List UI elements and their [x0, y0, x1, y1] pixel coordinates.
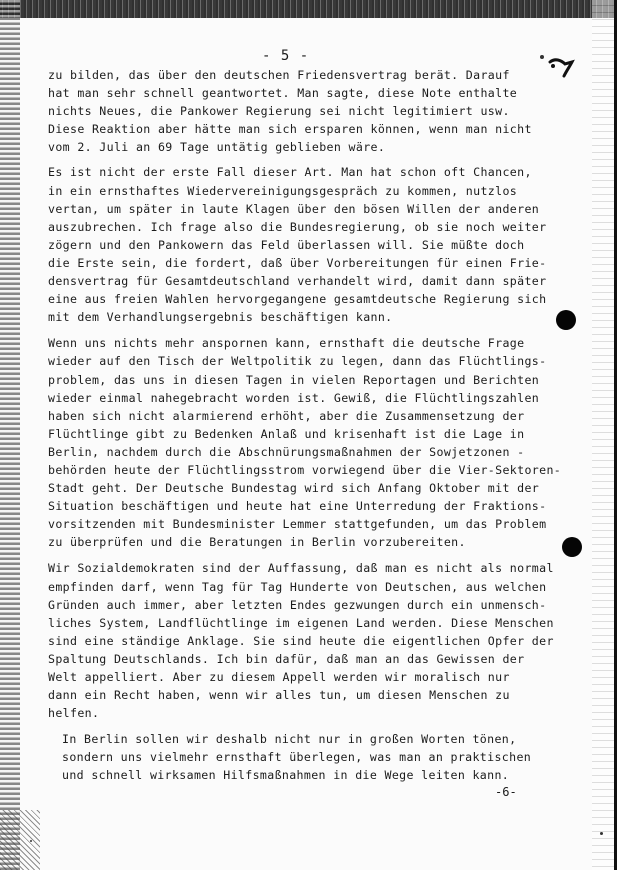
- punch-hole: [562, 537, 582, 557]
- text-line: dann ein Recht haben, wenn wir alles tun, um diesen Menschen zu: [48, 688, 510, 703]
- text-line: Welt appelliert. Aber zu diesem Appell werden wir moralisch nur: [48, 670, 510, 684]
- text-line: zu bilden, das über den deutschen Friedensvertrag berät. Darauf: [48, 68, 510, 82]
- text-line: mit dem Verhandlungsergebnis beschäftigen kann.: [48, 310, 393, 325]
- text-line: wieder einmal nahegebracht worden ist. Gewiß, die Flüchtlingszahlen: [48, 390, 540, 405]
- scan-noise: [0, 810, 40, 870]
- ink-speck: [600, 832, 603, 835]
- text-line: in ein ernsthaftes Wiedervereinigungsgespräch zu kommen, nutzlos: [48, 183, 518, 198]
- body-text: [48, 63, 573, 785]
- text-line: sondern uns vielmehr ernsthaft überlegen, was man an praktischen: [62, 750, 532, 765]
- scan-edge-right: [592, 0, 614, 870]
- text-line: Berlin, nachdem durch die Abschnürungsmaßnahmen der Sowjetzonen -: [48, 444, 525, 459]
- text-line: sind eine ständige Anklage. Sie sind heute die eigentlichen Opfer der: [48, 633, 554, 648]
- text-line: nichts Neues, die Pankower Regierung sei nicht legitimiert usw.: [48, 104, 510, 119]
- text-line: Es ist nicht der erste Fall dieser Art. Man hat schon oft Chancen,: [48, 165, 532, 180]
- punch-hole: [556, 310, 576, 330]
- text-line: haben sich nicht alarmierend erhöht, aber die Zusammensetzung der: [48, 408, 525, 423]
- text-line: Situation beschäftigen und heute hat eine Unterredung der Fraktions-: [48, 499, 547, 514]
- paragraph-2: [48, 163, 573, 326]
- next-page-marker: -6-: [495, 785, 517, 799]
- text-line: Gründen auch immer, aber letzten Endes gezwungen durch ein unmensch-: [48, 597, 547, 612]
- text-line: vom 2. Juli an 69 Tage untätig geblieben wäre.: [48, 140, 386, 155]
- paragraph-4: [48, 559, 573, 722]
- text-line: eine aus freien Wahlen hervorgegangene gesamtdeutsche Regierung sich: [48, 292, 547, 307]
- paragraph-1: [48, 66, 573, 156]
- text-line: densvertrag für Gesamtdeutschland verhandelt wird, damit dann später: [48, 274, 547, 289]
- text-line: In Berlin sollen wir deshalb nicht nur in großen Worten tönen,: [62, 732, 517, 747]
- text-line: und schnell wirksamen Hilfsmaßnahmen in die Wege leiten kann.: [62, 768, 510, 783]
- text-line: Diese Reaktion aber hätte man sich ersparen können, wenn man nicht: [48, 122, 532, 137]
- text-line: wieder auf den Tisch der Weltpolitik zu legen, dann das Flüchtlings-: [48, 354, 547, 369]
- text-line: Wenn uns nichts mehr anspornen kann, ernsthaft die deutsche Frage: [48, 336, 525, 351]
- text-line: empfinden darf, wenn Tag für Tag Hunderte von Deutschen, aus welchen: [48, 579, 547, 594]
- scan-edge-top: [0, 0, 614, 18]
- paragraph-3: [48, 334, 573, 551]
- ink-speck: [30, 840, 32, 842]
- text-line: behörden heute der Flüchtlingsstrom vorwiegend über die Vier-Sektoren-: [48, 462, 562, 477]
- scan-edge-left: [0, 0, 20, 870]
- text-line: problem, das uns in diesen Tagen in vielen Reportagen und Berichten: [48, 372, 540, 387]
- text-line: vertan, um später in laute Klagen über den bösen Willen der anderen: [48, 201, 540, 216]
- text-line: Stadt geht. Der Deutsche Bundestag wird sich Anfang Oktober mit der: [48, 481, 540, 496]
- text-line: zu überprüfen und die Beratungen in Berlin vorzubereiten.: [48, 535, 466, 550]
- text-line: Wir Sozialdemokraten sind der Auffassung, daß man es nicht als normal: [48, 561, 554, 576]
- paragraph-5: [48, 730, 573, 784]
- ink-speck: [540, 55, 544, 59]
- page-number: - 5 -: [262, 48, 310, 64]
- text-line: helfen.: [48, 706, 100, 721]
- text-line: zögern und den Pankowern das Feld überlassen will. Sie müßte doch: [48, 237, 525, 252]
- text-line: hat man sehr schnell geantwortet. Man sagte, diese Note enthalte: [48, 86, 518, 101]
- text-line: vorsitzenden mit Bundesminister Lemmer stattgefunden, um das Problem: [48, 517, 547, 532]
- text-line: Spaltung Deutschlands. Ich bin dafür, daß man an das Gewissen der: [48, 651, 525, 666]
- text-line: Flüchtlinge gibt zu Bedenken Anlaß und krisenhaft ist die Lage in: [48, 426, 525, 441]
- text-line: die Erste sein, die fordert, daß über Vorbereitungen für einen Frie-: [48, 255, 547, 270]
- text-line: auszubrechen. Ich frage also die Bundesregierung, ob sie noch weiter: [48, 219, 547, 234]
- text-line: liches System, Landflüchtlinge im eigenen Land werden. Diese Menschen: [48, 615, 554, 630]
